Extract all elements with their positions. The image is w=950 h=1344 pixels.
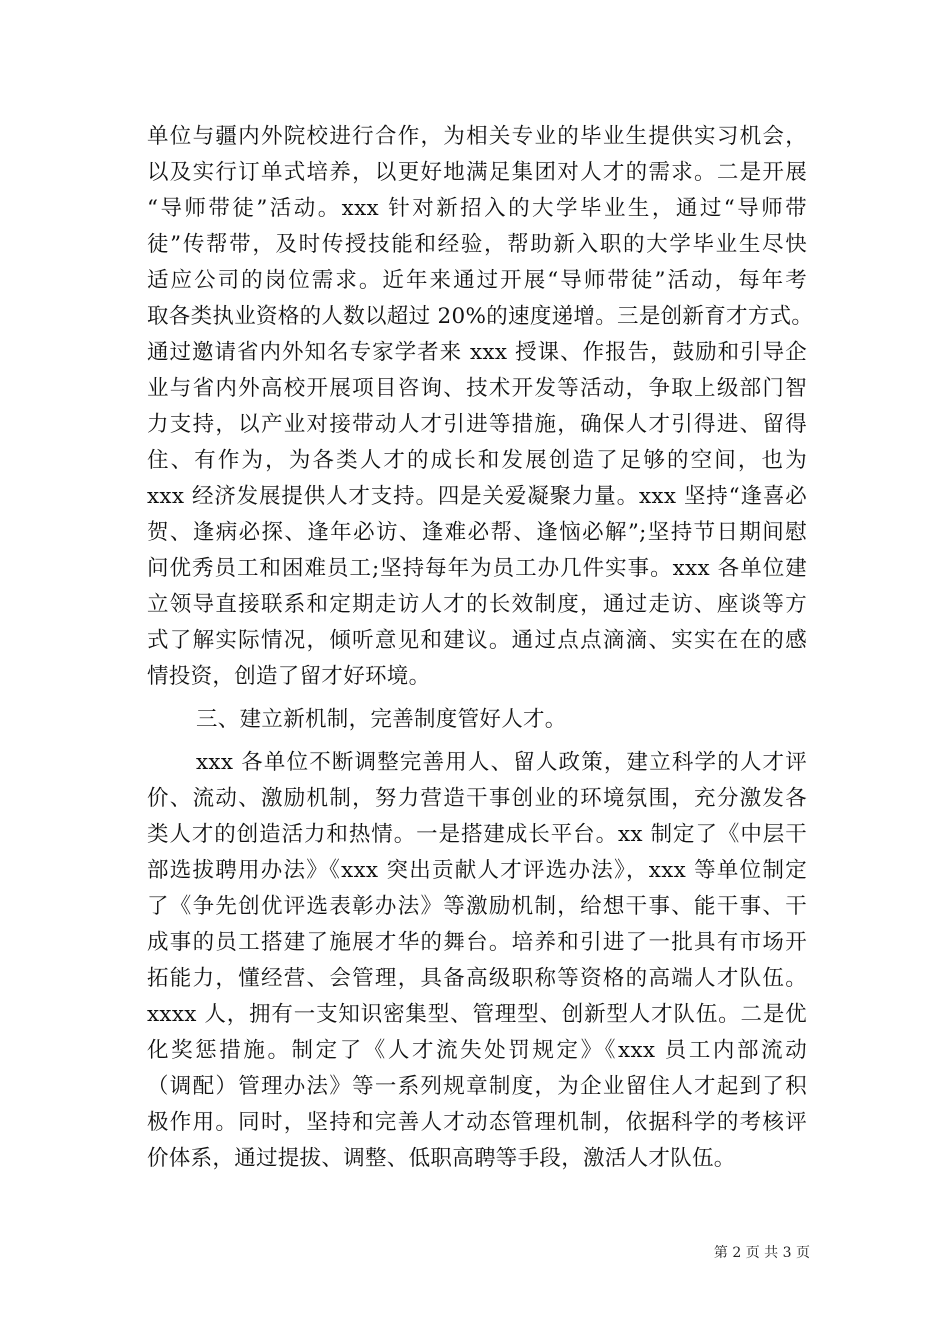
body-text-line: 立领导直接联系和定期走访人才的长效制度，通过走访、座谈等方 bbox=[147, 592, 807, 617]
body-text-line: 住、有作为，为各类人才的成长和发展创造了足够的空间，也为 bbox=[147, 448, 807, 473]
body-text-line: 徒”传帮带，及时传授技能和经验，帮助新入职的大学毕业生尽快 bbox=[147, 232, 807, 257]
body-text-line: 拓能力，懂经营、会管理，具备高级职称等资格的高端人才队伍。 bbox=[147, 966, 807, 991]
body-text-line: （调配）管理办法》等一系列规章制度，为企业留住人才起到了积 bbox=[147, 1074, 807, 1099]
body-text-line: 了《争先创优评选表彰办法》等激励机制，给想干事、能干事、干 bbox=[147, 894, 807, 919]
body-text-line: 价体系，通过提拔、调整、低职高聘等手段，激活人才队伍。 bbox=[147, 1146, 736, 1171]
body-text-line: 价、流动、激励机制，努力营造干事创业的环境氛围，充分激发各 bbox=[147, 786, 807, 811]
body-text-line: 通过邀请省内外知名专家学者来 xxx 授课、作报告，鼓励和引导企 bbox=[147, 340, 807, 365]
body-text-line: 取各类执业资格的人数以超过 20%的速度递增。三是创新育才方式。 bbox=[147, 304, 814, 329]
body-text-line: xxx 各单位不断调整完善用人、留人政策，建立科学的人才评 bbox=[196, 750, 807, 775]
body-text-line: xxx 经济发展提供人才支持。四是关爱凝聚力量。xxx 坚持“逢喜必 bbox=[147, 484, 807, 509]
body-text-line: 单位与疆内外院校进行合作，为相关专业的毕业生提供实习机会， bbox=[147, 124, 807, 149]
body-text-line: 贺、逢病必探、逢年必访、逢难必帮、逢恼必解”;坚持节日期间慰 bbox=[147, 520, 807, 545]
body-text-line: 化奖惩措施。制定了《人才流失处罚规定》《xxx 员工内部流动 bbox=[147, 1038, 807, 1063]
body-text-line: 极作用。同时，坚持和完善人才动态管理机制，依据科学的考核评 bbox=[147, 1110, 807, 1135]
body-text-line: 成事的员工搭建了施展才华的舞台。培养和引进了一批具有市场开 bbox=[147, 930, 807, 955]
body-text-line: 情投资，创造了留才好环境。 bbox=[147, 664, 431, 689]
body-text-line: 问优秀员工和困难员工;坚持每年为员工办几件实事。xxx 各单位建 bbox=[147, 556, 807, 581]
body-text-line: 部选拔聘用办法》《xxx 突出贡献人才评选办法》，xxx 等单位制定 bbox=[147, 858, 807, 883]
body-text-line: 力支持，以产业对接带动人才引进等措施，确保人才引得进、留得 bbox=[147, 412, 807, 437]
body-text-line: 式了解实际情况，倾听意见和建议。通过点点滴滴、实实在在的感 bbox=[147, 628, 807, 653]
body-text-line: 类人才的创造活力和热情。一是搭建成长平台。xx 制定了《中层干 bbox=[147, 822, 807, 847]
body-text-line: 业与省内外高校开展项目咨询、技术开发等活动，争取上级部门智 bbox=[147, 376, 807, 401]
body-text-line: “导师带徒”活动。xxx 针对新招入的大学毕业生，通过“导师带 bbox=[147, 196, 807, 221]
page-number: 第 2 页 共 3 页 bbox=[713, 1245, 810, 1261]
body-text-line: xxxx 人，拥有一支知识密集型、管理型、创新型人才队伍。二是优 bbox=[147, 1002, 807, 1027]
body-text-line: 适应公司的岗位需求。近年来通过开展“导师带徒”活动，每年考 bbox=[147, 268, 807, 293]
section-heading: 三、建立新机制，完善制度管好人才。 bbox=[196, 707, 567, 732]
body-text-line: 以及实行订单式培养，以更好地满足集团对人才的需求。二是开展 bbox=[147, 160, 807, 185]
